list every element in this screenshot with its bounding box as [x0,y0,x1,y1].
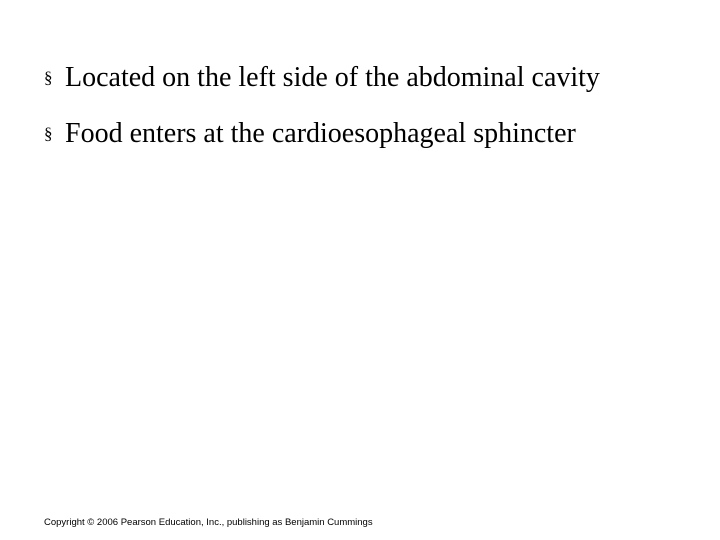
bullet-item [44,114,684,154]
section-sign-icon: § [44,124,53,143]
bullet-item [44,58,684,98]
bullet-text: Located on the left side of the abdominal cavity [65,62,600,93]
bullet-list [44,58,684,170]
copyright-footer: Copyright © 2006 Pearson Education, Inc., publishing as Benjamin Cummings [44,517,373,528]
section-sign-icon: § [44,68,53,87]
bullet-text: Food enters at the cardioesophageal sphincter [65,118,576,149]
